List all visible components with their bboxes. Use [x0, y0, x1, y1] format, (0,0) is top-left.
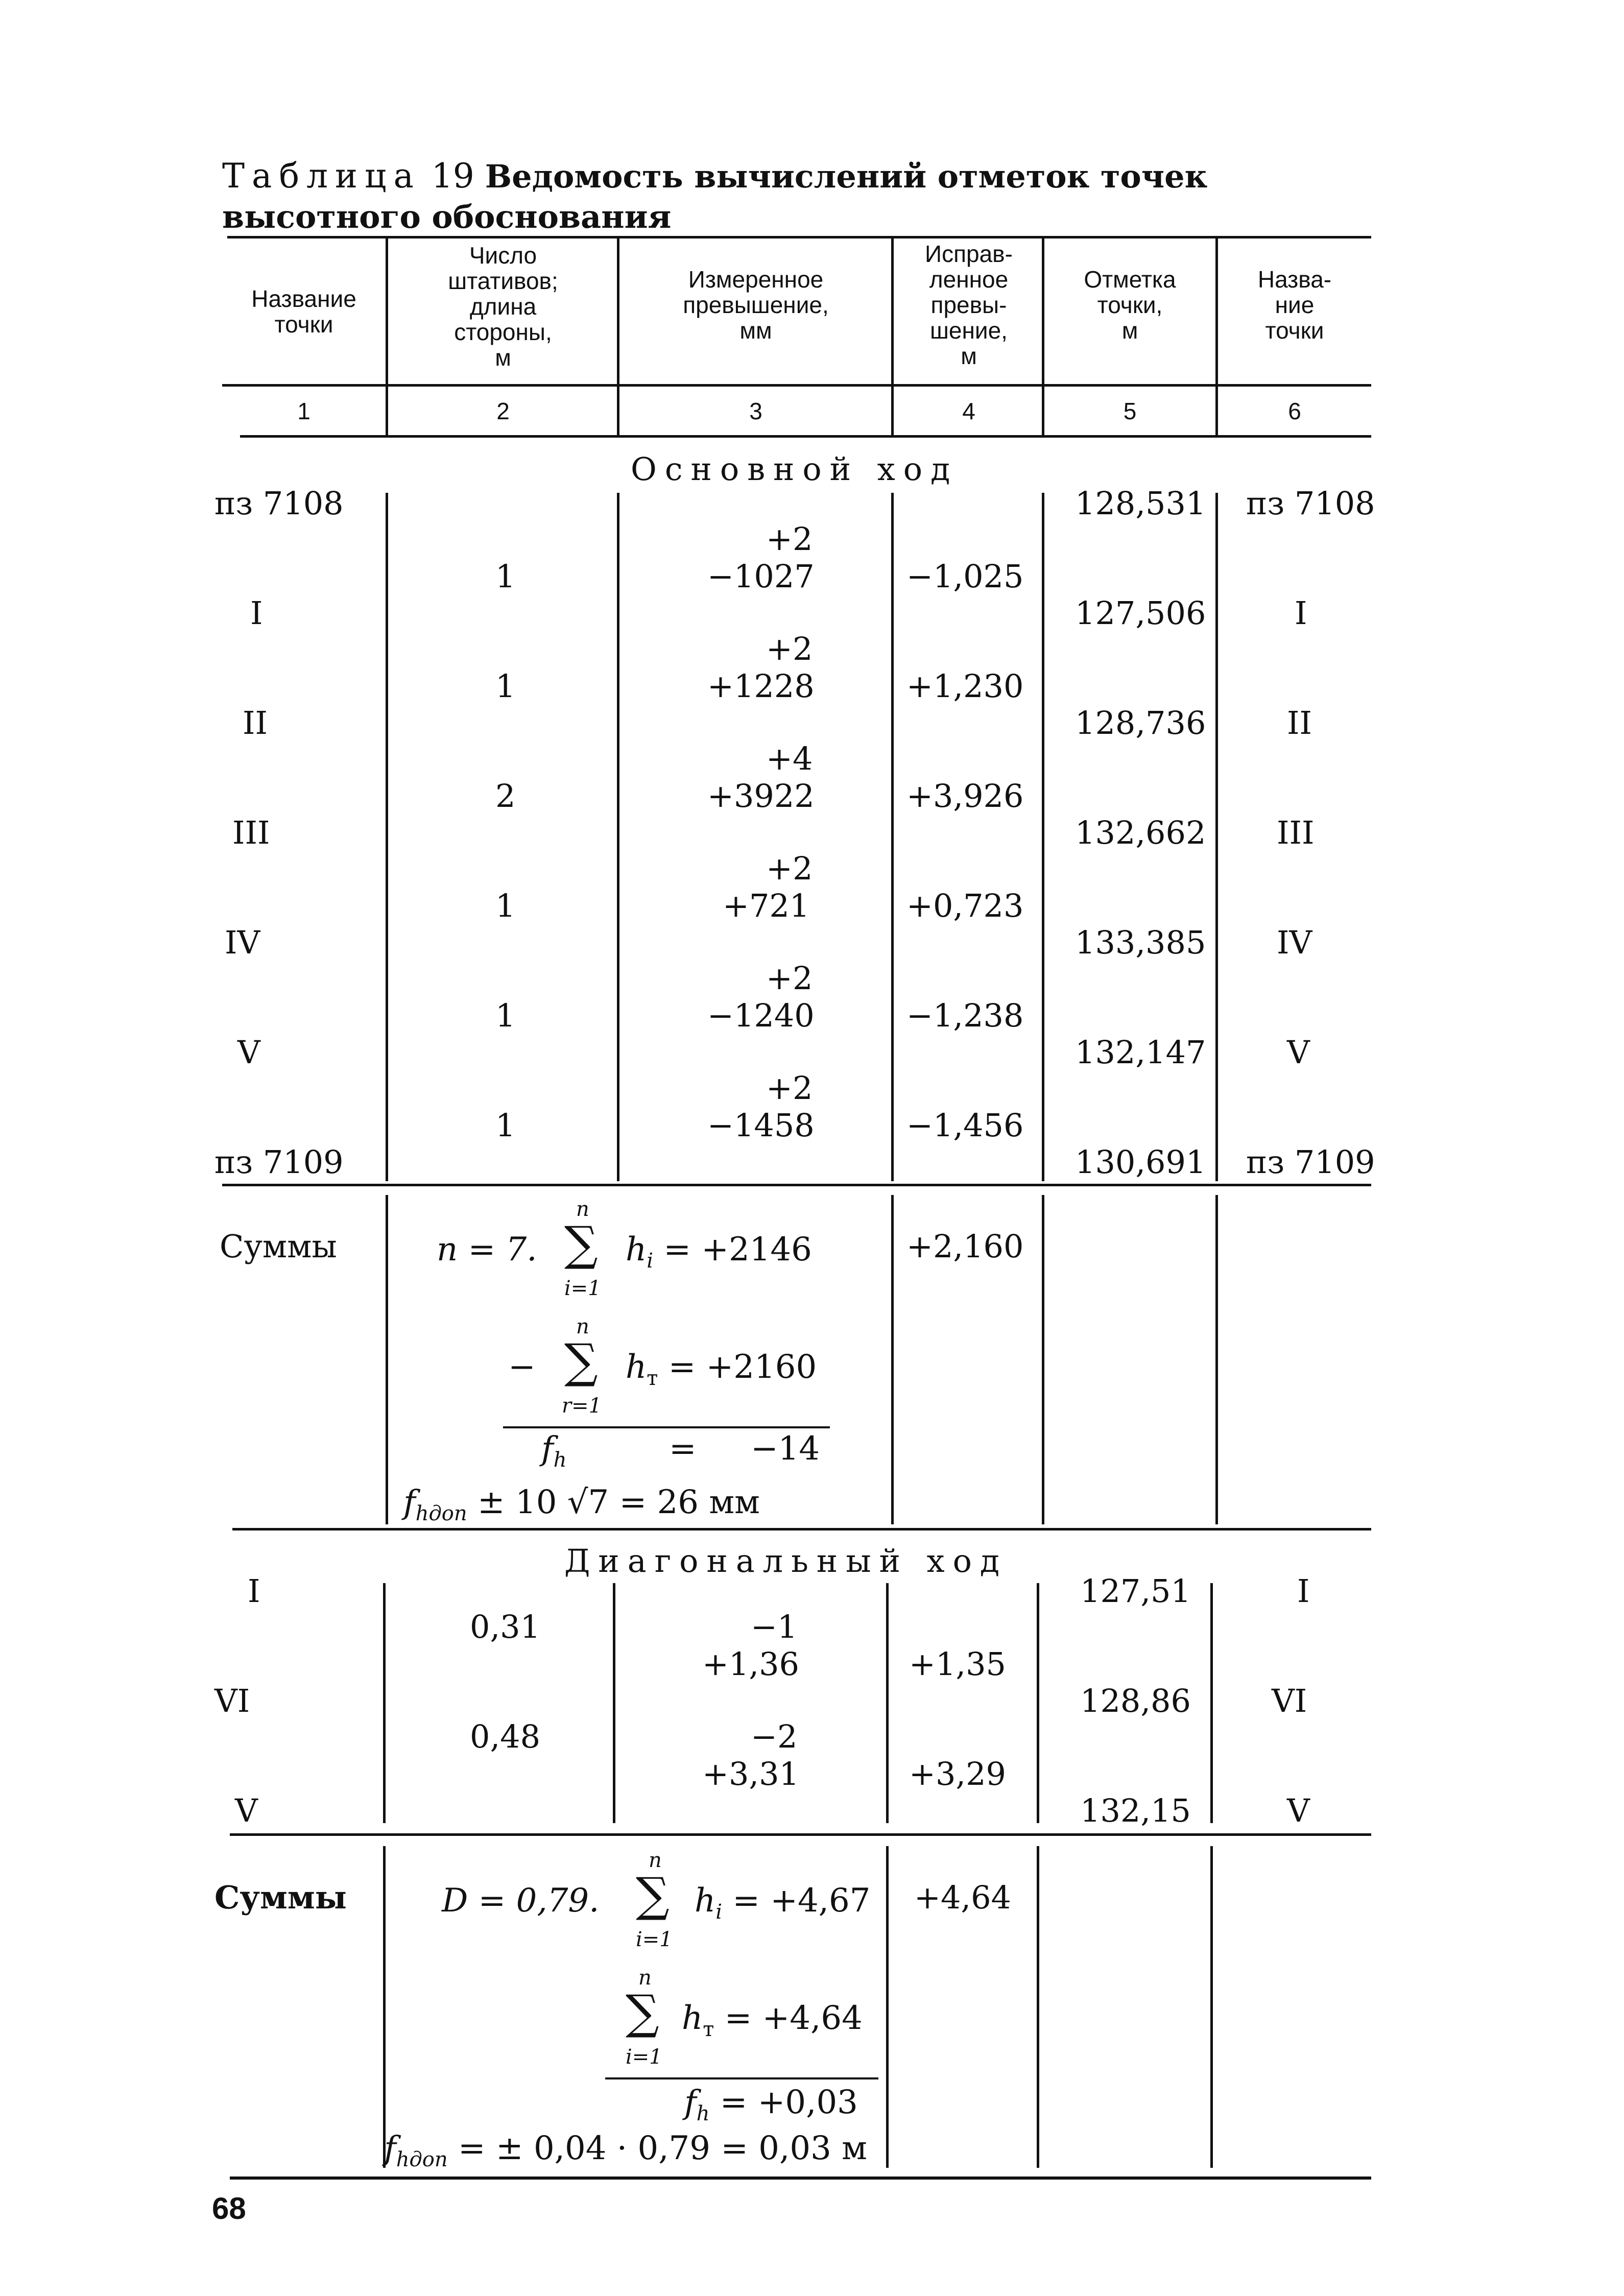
sums-label: Суммы [220, 1228, 337, 1265]
corrected-total: +4,64 [914, 1879, 1011, 1916]
sum-lower-limit: i=1 [564, 1277, 601, 1300]
elevation: 128,531 [1075, 485, 1206, 522]
page-number: 68 [212, 2191, 246, 2226]
header-col3: Измеренное превышение, мм [683, 266, 829, 344]
correction: +2 [766, 520, 813, 558]
sums-label: Суммы [214, 1879, 347, 1916]
colnum-3: 3 [749, 398, 762, 424]
colnum-5: 5 [1123, 398, 1137, 424]
measured-height: +3922 [707, 777, 815, 815]
allowed-misclosure: $f_{hдоп}$ = ± 0,04 · 0,79 = 0,03 м [384, 2130, 867, 2171]
misclosure-value: −14 [751, 1430, 820, 1468]
point-name: пз 7108 [214, 485, 344, 522]
caption-number: 19 [431, 156, 474, 196]
diag-divider-3 [886, 1583, 889, 1823]
point-name: V [235, 1792, 258, 1829]
elevation: 130,691 [1075, 1143, 1206, 1181]
diag-divider-4 [1037, 1583, 1039, 1823]
sum-upper-limit: n [649, 1849, 662, 1872]
corrected-height: +3,926 [906, 777, 1024, 815]
diag-bottom-rule [230, 1833, 1371, 1836]
elevation: 128,86 [1080, 1682, 1191, 1719]
caption-label: Таблица [222, 156, 421, 196]
header-top-rule [227, 236, 1371, 238]
diag-sums-divider-1 [383, 1846, 386, 2168]
minus-sign: − [508, 1348, 536, 1386]
measured-height: +1,36 [702, 1645, 799, 1683]
header-col2: Число штативов; длина стороны, м [448, 242, 558, 371]
table-caption [222, 156, 1208, 196]
tripod-count: 2 [495, 777, 516, 815]
sigma-symbol: ∑ [564, 1216, 598, 1271]
point-name-right: II [1287, 704, 1312, 742]
sum-theoretical: $h_т = +2160$ [626, 1348, 817, 1390]
main-divider-3 [891, 493, 894, 1181]
point-name: IV [225, 924, 260, 961]
corrected-height: −1,456 [906, 1107, 1024, 1144]
diag-section-title: Диагональный ход [564, 1542, 1008, 1580]
sum-upper-limit: n [576, 1198, 589, 1221]
sum-lower-limit: i=1 [636, 1928, 673, 1951]
corrected-height: +1,230 [906, 667, 1024, 705]
point-name-right: I [1295, 594, 1307, 632]
colnum-2: 2 [496, 398, 510, 424]
measured-height: +721 [723, 887, 810, 924]
sum-lower-limit: r=1 [562, 1394, 602, 1418]
diag-sums-divider-3 [886, 1846, 889, 2168]
main-sums-divider-3 [891, 1195, 894, 1524]
d-length: D = 0,79. [442, 1882, 600, 1920]
side-length: 0,48 [470, 1718, 541, 1755]
correction: +2 [766, 630, 813, 667]
correction: +2 [766, 850, 813, 887]
point-name: VI [214, 1682, 250, 1719]
colnum-bottom-rule [240, 435, 1371, 438]
elevation: 128,736 [1075, 704, 1206, 742]
sum-measured: $h_i = +2146$ [626, 1231, 812, 1273]
sum-theoretical: $h_т = +4,64$ [682, 1999, 863, 2041]
header-divider-1 [386, 237, 388, 437]
elevation: 132,15 [1080, 1792, 1191, 1829]
caption-title-line2: высотного обоснования [222, 198, 672, 235]
colnum-4: 4 [962, 398, 975, 424]
tripod-count: 1 [495, 667, 516, 705]
corrected-height: +3,29 [909, 1755, 1006, 1792]
point-name: II [243, 704, 268, 742]
misclosure-eq: = [669, 1430, 697, 1468]
sigma-symbol: ∑ [564, 1334, 598, 1389]
sum-rule [605, 2077, 878, 2079]
main-divider-5 [1215, 493, 1218, 1181]
correction: +4 [766, 740, 813, 777]
main-divider-4 [1042, 493, 1044, 1181]
point-name: I [248, 1572, 260, 1610]
sum-measured: $h_i = +4,67$ [695, 1882, 871, 1924]
correction: +2 [766, 1069, 813, 1107]
measured-height: +1228 [707, 667, 815, 705]
corrected-height: +0,723 [906, 887, 1024, 924]
main-divider-2 [617, 493, 619, 1181]
correction: −1 [751, 1608, 798, 1645]
elevation: 133,385 [1075, 924, 1206, 961]
main-sums-divider-5 [1215, 1195, 1218, 1524]
main-divider-1 [386, 493, 388, 1181]
point-name: пз 7109 [214, 1143, 344, 1181]
sigma-symbol: ∑ [636, 1868, 670, 1922]
header-bottom-rule [222, 384, 1371, 387]
diag-divider-2 [613, 1583, 615, 1823]
point-name: I [250, 594, 263, 632]
main-bottom-rule [222, 1184, 1371, 1186]
sigma-symbol: ∑ [626, 1985, 659, 2040]
misclosure: $f_h$ [541, 1430, 567, 1472]
sum-upper-limit: n [576, 1315, 589, 1338]
diag-divider-1 [383, 1583, 386, 1823]
point-name: V [237, 1034, 260, 1071]
side-length: 0,31 [470, 1608, 541, 1645]
point-name-right: V [1287, 1792, 1310, 1829]
point-name-right: III [1277, 814, 1315, 851]
point-name-right: V [1287, 1034, 1310, 1071]
measured-height: −1240 [707, 997, 815, 1034]
point-name: III [232, 814, 270, 851]
colnum-1: 1 [297, 398, 311, 424]
diag-sums-divider-4 [1037, 1846, 1039, 2168]
measured-height: +3,31 [702, 1755, 799, 1792]
point-name-right: пз 7108 [1246, 485, 1375, 522]
main-section-title: Основной ход [631, 450, 959, 488]
point-name-right: пз 7109 [1246, 1143, 1375, 1181]
allowed-misclosure: $f_{hдоп} \pm 10$ √7 = 26 мм [403, 1484, 760, 1525]
table-bottom-rule [230, 2177, 1371, 2180]
elevation: 127,51 [1080, 1572, 1191, 1610]
header-col1: Название точки [251, 285, 356, 338]
header-divider-3 [891, 237, 894, 437]
corrected-height: +1,35 [909, 1645, 1006, 1683]
sum-upper-limit: n [638, 1966, 652, 1990]
elevation: 132,147 [1075, 1034, 1206, 1071]
sum-rule [503, 1426, 830, 1428]
colnum-6: 6 [1288, 398, 1301, 424]
diag-sums-divider-5 [1210, 1846, 1213, 2168]
header-divider-2 [617, 237, 619, 437]
header-col5: Отметка точки, м [1084, 266, 1176, 344]
elevation: 132,662 [1075, 814, 1206, 851]
sum-lower-limit: i=1 [626, 2045, 662, 2069]
tripod-count: 1 [495, 558, 516, 595]
diag-divider-5 [1210, 1583, 1213, 1823]
main-sums-divider-1 [386, 1195, 388, 1524]
caption-title-line1: Ведомость вычислений отметок точек [485, 158, 1208, 195]
corrected-height: −1,238 [906, 997, 1024, 1034]
header-col6: Назва- ние точки [1257, 266, 1332, 344]
correction: +2 [766, 960, 813, 997]
tripod-count: 1 [495, 1107, 516, 1144]
point-name-right: VI [1272, 1682, 1307, 1719]
measured-height: −1027 [707, 558, 815, 595]
misclosure: $f_h = +0,03$ [684, 2084, 858, 2125]
elevation: 127,506 [1075, 594, 1206, 632]
header-col4: Исправ- ленное превы- шение, м [925, 241, 1013, 369]
point-name-right: IV [1277, 924, 1312, 961]
corrected-total: +2,160 [906, 1228, 1024, 1265]
tripod-count: 1 [495, 887, 516, 924]
measured-height: −1458 [707, 1107, 815, 1144]
n-count: n = 7. [437, 1231, 537, 1269]
tripod-count: 1 [495, 997, 516, 1034]
main-sums-bottom-rule [232, 1528, 1371, 1530]
main-sums-divider-4 [1042, 1195, 1044, 1524]
point-name-right: I [1297, 1572, 1310, 1610]
corrected-height: −1,025 [906, 558, 1024, 595]
correction: −2 [751, 1718, 798, 1755]
